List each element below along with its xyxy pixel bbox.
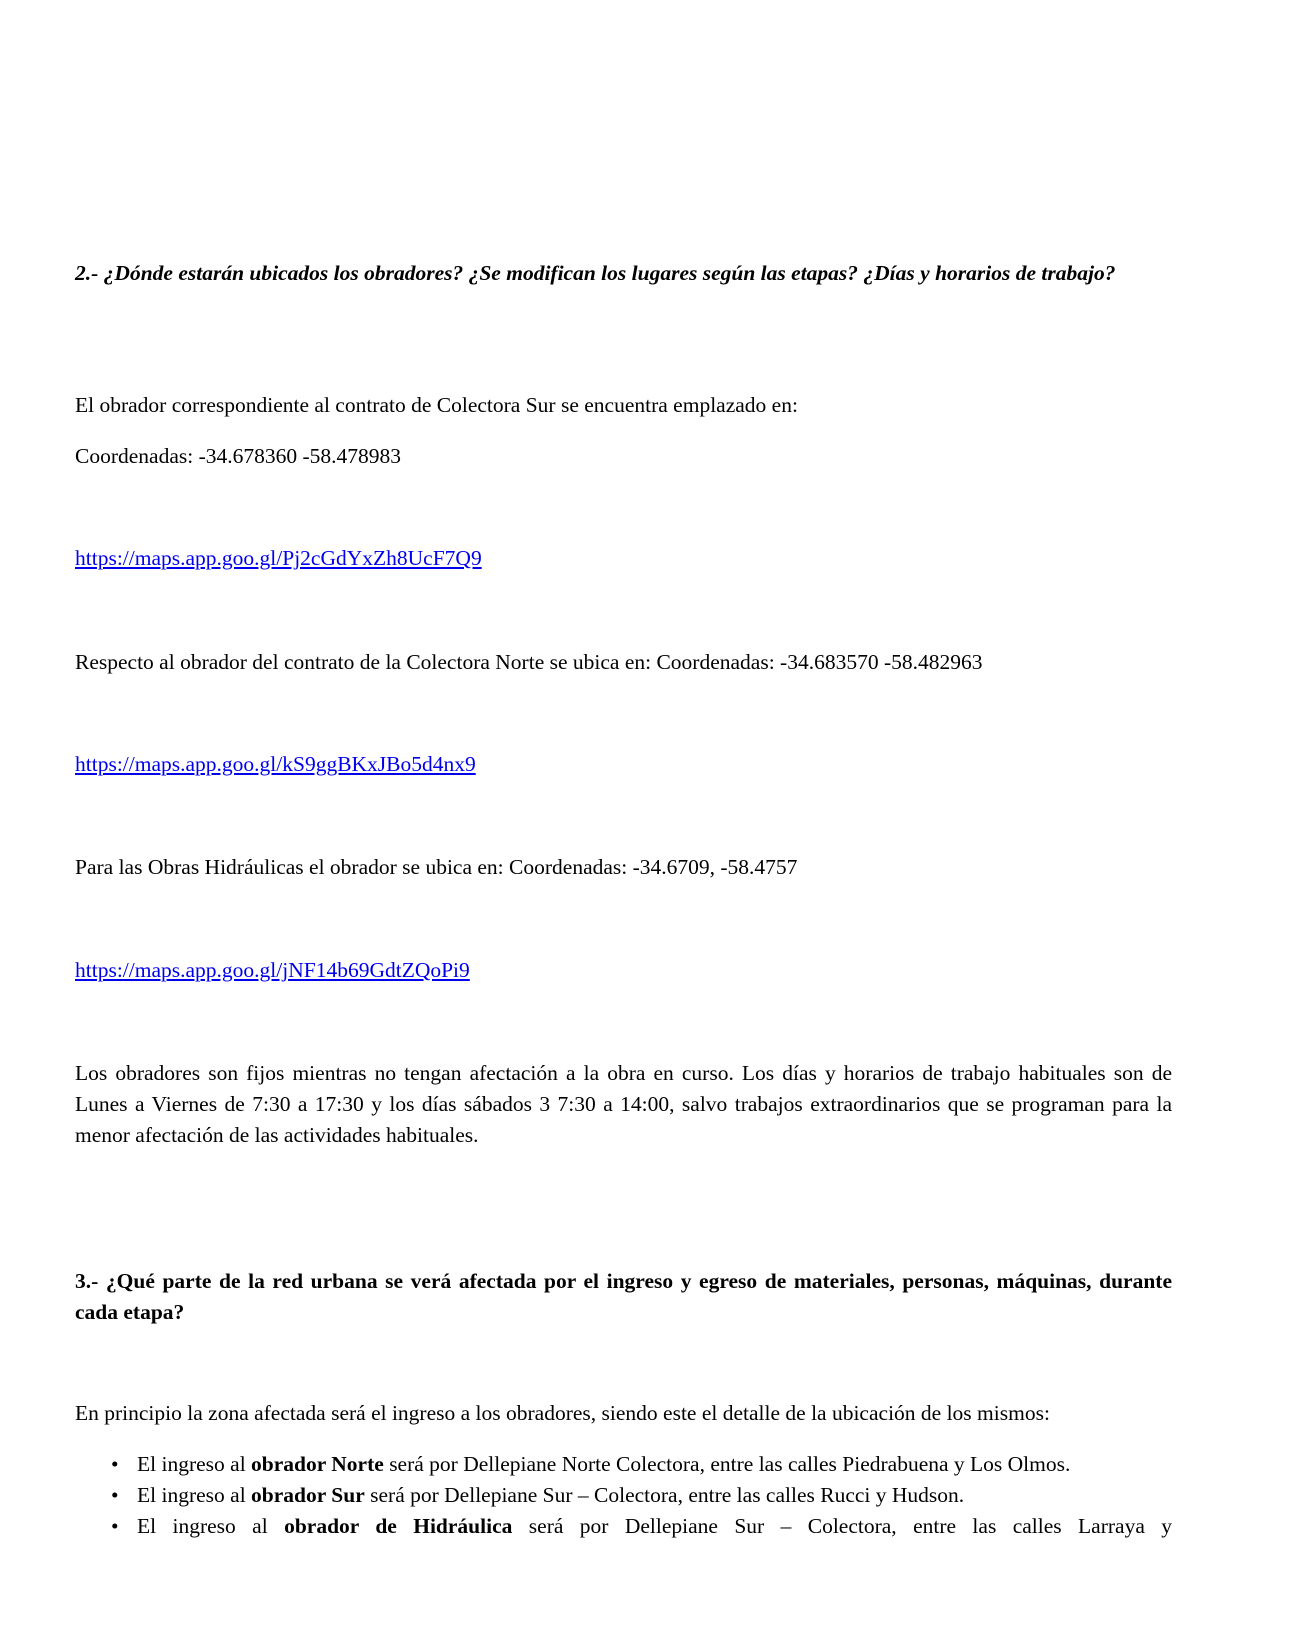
- list-item-text: [137, 1449, 1172, 1480]
- list-item-bold: obrador Sur: [251, 1483, 365, 1507]
- link-container-sur: [75, 543, 1172, 574]
- list-item-text: [137, 1480, 1172, 1511]
- paragraph-obrador-sur: El obrador correspondiente al contrato de Colectora Sur se encuentra emplazado en:: [75, 393, 798, 417]
- list-item-bold: obrador Norte: [251, 1452, 384, 1476]
- maps-link-norte[interactable]: https://maps.app.goo.gl/kS9ggBKxJBo5d4nx9: [75, 752, 476, 776]
- list-item-bold: obrador de Hidráulica: [284, 1514, 513, 1538]
- list-item: [75, 1449, 1172, 1480]
- paragraph-obrador-norte: Respecto al obrador del contrato de la Colectora Norte se ubica en: Coordenadas: -34.683570 -58.482963: [75, 650, 983, 674]
- paragraph-obrador-hidraulicas: Para las Obras Hidráulicas el obrador se ubica en: Coordenadas: -34.6709, -58.4757: [75, 855, 798, 879]
- maps-link-hidraulicas[interactable]: https://maps.app.goo.gl/jNF14b69GdtZQoPi9: [75, 958, 470, 982]
- list-item-prefix: El ingreso al: [137, 1452, 252, 1476]
- paragraph-horarios: Los obradores son fijos mientras no tengan afectación a la obra en curso. Los días y horarios de trabajo habituales son de Lunes a Viernes de 7:30 a 17:30 y los días sábados 3 7:30 a 14:00, salvo trabajos extraordinarios que se programan para la menor afectación de las actividades habituales.: [75, 1061, 1172, 1147]
- question-2-text: ¿Dónde estarán ubicados los obradores? ¿Se modifican los lugares según las etapas? ¿Días y horarios de trabajo?: [103, 261, 1116, 285]
- question-3-text: ¿Qué parte de la red urbana se verá afectada por el ingreso y egreso de materiales, personas, máquinas, durante cada etapa?: [75, 1269, 1172, 1324]
- bullet-icon: •: [111, 1452, 119, 1476]
- list-item-prefix: El ingreso al: [137, 1483, 252, 1507]
- paragraph-zona-afectada: En principio la zona afectada será el ingreso a los obradores, siendo este el detalle de la ubicación de los mismos:: [75, 1401, 1050, 1425]
- coordinates-sur: Coordenadas: -34.678360 -58.478983: [75, 444, 402, 468]
- access-bullet-list: [75, 1449, 1172, 1542]
- list-item: [75, 1511, 1172, 1542]
- bullet-icon: •: [111, 1514, 119, 1538]
- question-3-number: 3.-: [75, 1269, 99, 1293]
- maps-link-sur[interactable]: https://maps.app.goo.gl/Pj2cGdYxZh8UcF7Q9: [75, 546, 482, 570]
- list-item-suffix: será por Dellepiane Norte Colectora, entre las calles Piedrabuena y Los Olmos.: [383, 1452, 1071, 1476]
- question-3-heading: [75, 1266, 1172, 1328]
- list-item-suffix: será por Dellepiane Sur – Colectora, entre las calles Larraya y: [512, 1514, 1172, 1538]
- link-container-norte: [75, 749, 1172, 780]
- list-item-prefix: El ingreso al: [137, 1514, 285, 1538]
- list-item-suffix: será por Dellepiane Sur – Colectora, entre las calles Rucci y Hudson.: [364, 1483, 965, 1507]
- link-container-hidraulicas: [75, 955, 1172, 986]
- list-item: [75, 1480, 1172, 1511]
- question-2-number: 2.-: [75, 261, 99, 285]
- list-item-text: [137, 1511, 1172, 1542]
- bullet-icon: •: [111, 1483, 119, 1507]
- question-2-heading: [75, 258, 1172, 289]
